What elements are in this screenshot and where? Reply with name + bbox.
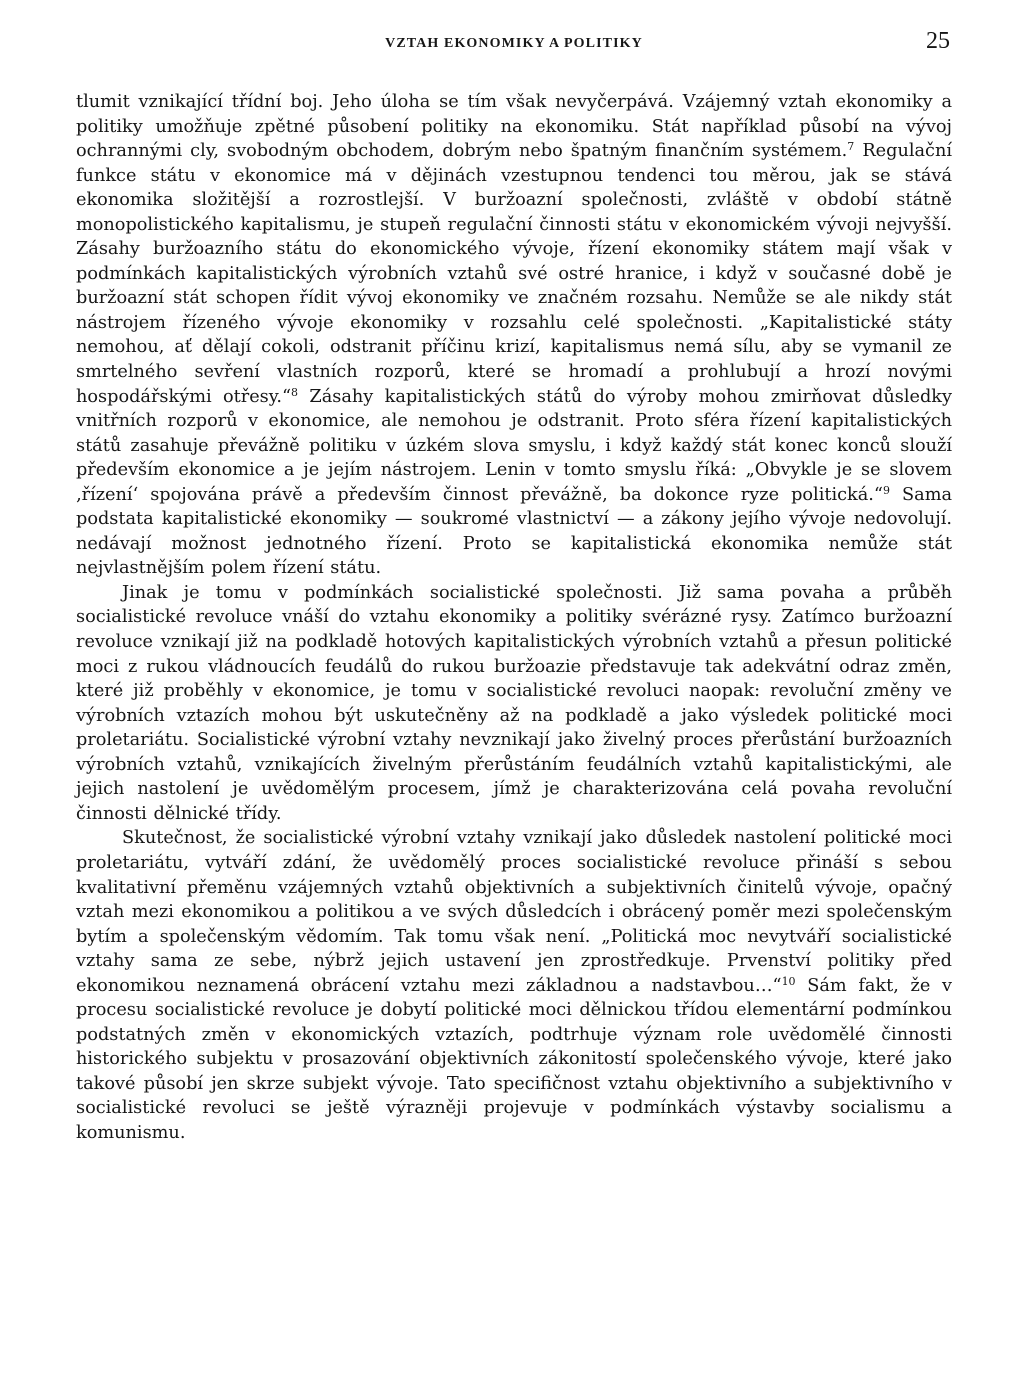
text-run: Regulační funkce státu v ekonomice má v dějinách vzestupnou tendenci tou měrou, jak se stává ekonomika složitější a rozrostlejší. V buržoazní společnosti, zvláště v období státně monopolistického kapitalismu, je stupeň regulační činnosti státu v ekonomickém vývoji nejvyšší. Zásahy buržoazního státu do ekonomického vývoje, řízení ekonomiky státem mají však v podmínkách kapitalistických výrobních vztahů své ostré hranice, i když v současné době je buržoazní stát schopen řídit vývoj ekonomiky ve značném rozsahu. Nemůže se ale nikdy stát nástrojem řízeného vývoje ekonomiky v rozsahlu celé společnosti. „Kapitalistické státy nemohou, ať dělají cokoli, odstranit příčinu krizí, kapitalismus nemá sílu, aby se vymanil ze smrtelného sevření vlastních rozporů, které se hromadí a prohlubují a hrozí novými hospodářskými otřesy.“ [76,141,952,407]
footnote-ref: 9 [882,483,890,497]
text-run: Skutečnost, že socialistické výrobní vztahy vznikají jako důsledek nastolení politické moci proletariátu, vytváří zdání, že uvědomělý proces socialistické revoluce přináší s sebou kvalitativní přeměnu vzájemných vztahů objektivních a subjektivních činitelů vývoje, opačný vztah mezi ekonomikou a politikou a ve svých důsledcích i obrácený poměr mezi společenským bytím a společenským vědomím. Tak tomu však není. „Politická moc nevytváří socialistické vztahy sama ze sebe, nýbrž jejich ustavení jen zprostředkuje. Prvenství politiky před ekonomikou neznamená obrácení vztahu mezi základnou a nadstavbou…“ [76,828,952,996]
paragraph [76,581,952,826]
running-head: VZTAH EKONOMIKY A POLITIKY [385,36,643,51]
paragraph [76,90,952,581]
footnote-ref: 7 [847,140,855,154]
book-page [76,28,952,1146]
text-run: tlumit vznikající třídní boj. Jeho úloha se tím však nevyčerpává. Vzájemný vztah ekonomiky a politiky umožňuje zpětné působení politiky na ekonomiku. Stát například působí na vývoj ochrannými cly, svobodným obchodem, dobrým nebo špatným finančním systémem. [76,92,952,162]
text-run: Sám fakt, že v procesu socialistické revoluce je dobytí politické moci dělnickou třídou elementární podmínkou podstatných změn v ekonomických vztazích, podtrhuje význam role uvědomělé činnosti historického subjektu v prosazování objektivních zákonitostí společenského vývoje, které jako takové působí jen skrze subjekt vývoje. Tato specifičnost vztahu objektivního a subjektivního v socialistické revoluci se ještě výrazněji projevuje v podmínkách výstavby socialismu a komunismu. [76,975,952,1143]
paragraph [76,826,952,1145]
text-run: Jinak je tomu v podmínkách socialistické společnosti. Již sama povaha a průběh socialistické revoluce vnáší do vztahu ekonomiky a politiky svérázné rysy. Zatímco buržoazní revoluce vznikají již na podkladě hotových kapitalistických výrobních vztahů a přesun politické moci z rukou vládnoucích feudálů do rukou buržoazie představuje tak adekvátní odraz změn, které již proběhly v ekonomice, je tomu v socialistické revoluci naopak: revoluční změny ve výrobních vztazích mohou být uskutečněny až na podkladě a jako výsledek politické moci proletariátu. Socialistické výrobní vztahy nevznikají jako živelný proces přerůstání buržoazních výrobních vztahů, vznikajících živelným přerůstáním feudálních vztahů kapitalistickými, ale jejich nastolení je uvědomělým procesem, jímž je charakterizována celá povaha revoluční činnosti dělnické třídy. [76,582,952,824]
text-run: Sama podstata kapitalistické ekonomiky — soukromé vlastnictví — a zákony jejího vývoje nedovolují. nedávají možnost jednotného řízení. Proto se kapitalistická ekonomika nemůže stát nejvlastnějším polem řízení státu. [76,484,953,579]
page-number: 25 [926,28,950,54]
footnote-ref: 8 [291,385,299,399]
page-header [76,28,952,68]
text-run: Zásahy kapitalistických států do výroby mohou zmirňovat důsledky vnitřních rozporů v ekonomice, ale nemohou je odstranit. Proto sféra řízení kapitalistických států zasahuje převážně politiku v úzkém slova smyslu, i když každý stát konec konců slouží především ekonomice a je jejím nástrojem. Lenin v tomto smyslu říká: „Obvykle je se slovem ‚řízení‘ spojována právě a především činnost převážně, ba dokonce ryze politická.“ [76,386,952,505]
body-text [76,90,952,1146]
footnote-ref: 10 [781,974,796,988]
